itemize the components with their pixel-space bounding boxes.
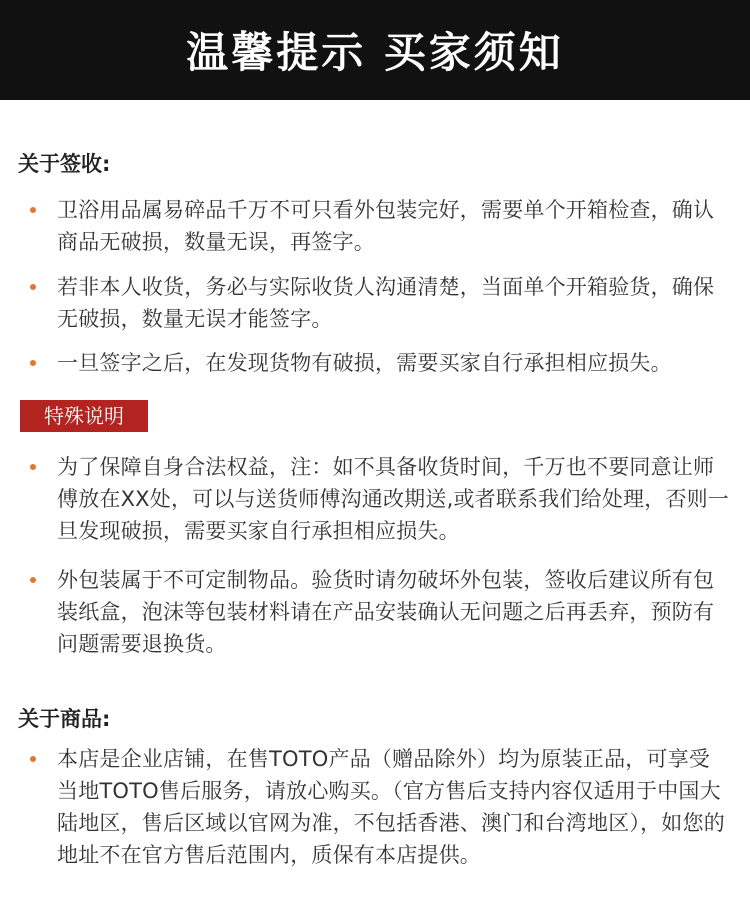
header-banner	[0, 0, 750, 100]
list-item	[30, 271, 730, 335]
list-item	[30, 743, 730, 871]
list-item-text: 一旦签字之后，在发现货物有破损，需要买家自行承担相应损失。	[57, 351, 672, 375]
list-item	[30, 564, 730, 660]
bullet-icon	[30, 207, 36, 213]
list-item-text: 卫浴用品属易碎品千万不可只看外包装完好，需要单个开箱检查，确认商品无破损，数量无误，再签字。	[57, 198, 715, 254]
page-title: 温馨提示 买家须知	[186, 28, 564, 77]
section-title-signing: 关于签收:	[18, 152, 111, 176]
list-item-text: 外包装属于不可定制物品。验货时请勿破坏外包装，签收后建议所有包装纸盒，泡沫等包装材料请在产品安装确认无问题之后再丢弃，预防有问题需要退换货。	[57, 568, 715, 656]
list-item	[30, 451, 730, 547]
special-notice-badge: 特殊说明	[20, 400, 148, 432]
bullet-icon	[30, 464, 36, 470]
section-title-product: 关于商品:	[18, 707, 111, 731]
bullet-icon	[30, 756, 36, 762]
list-item	[30, 347, 730, 379]
list-item-text: 本店是企业店铺，在售TOTO产品（赠品除外）均为原装正品，可享受当地TOTO售后服务，请放心购买。（官方售后支持内容仅适用于中国大陆地区，售后区域以官网为准，不包括香港、澳门和台湾地区），如您的地址不在官方售后范围内，质保有本店提供。	[57, 747, 725, 867]
bullet-icon	[30, 577, 36, 583]
bullet-icon	[30, 284, 36, 290]
list-item-text: 若非本人收货，务必与实际收货人沟通清楚，当面单个开箱验货，确保无破损，数量无误才能签字。	[57, 275, 715, 331]
bullet-icon	[30, 360, 36, 366]
list-item-text: 为了保障自身合法权益，注：如不具备收货时间，千万也不要同意让师傅放在XX处，可以与送货师傅沟通改期送,或者联系我们给处理，否则一旦发现破损，需要买家自行承担相应损失。	[57, 455, 730, 543]
list-item	[30, 194, 730, 258]
